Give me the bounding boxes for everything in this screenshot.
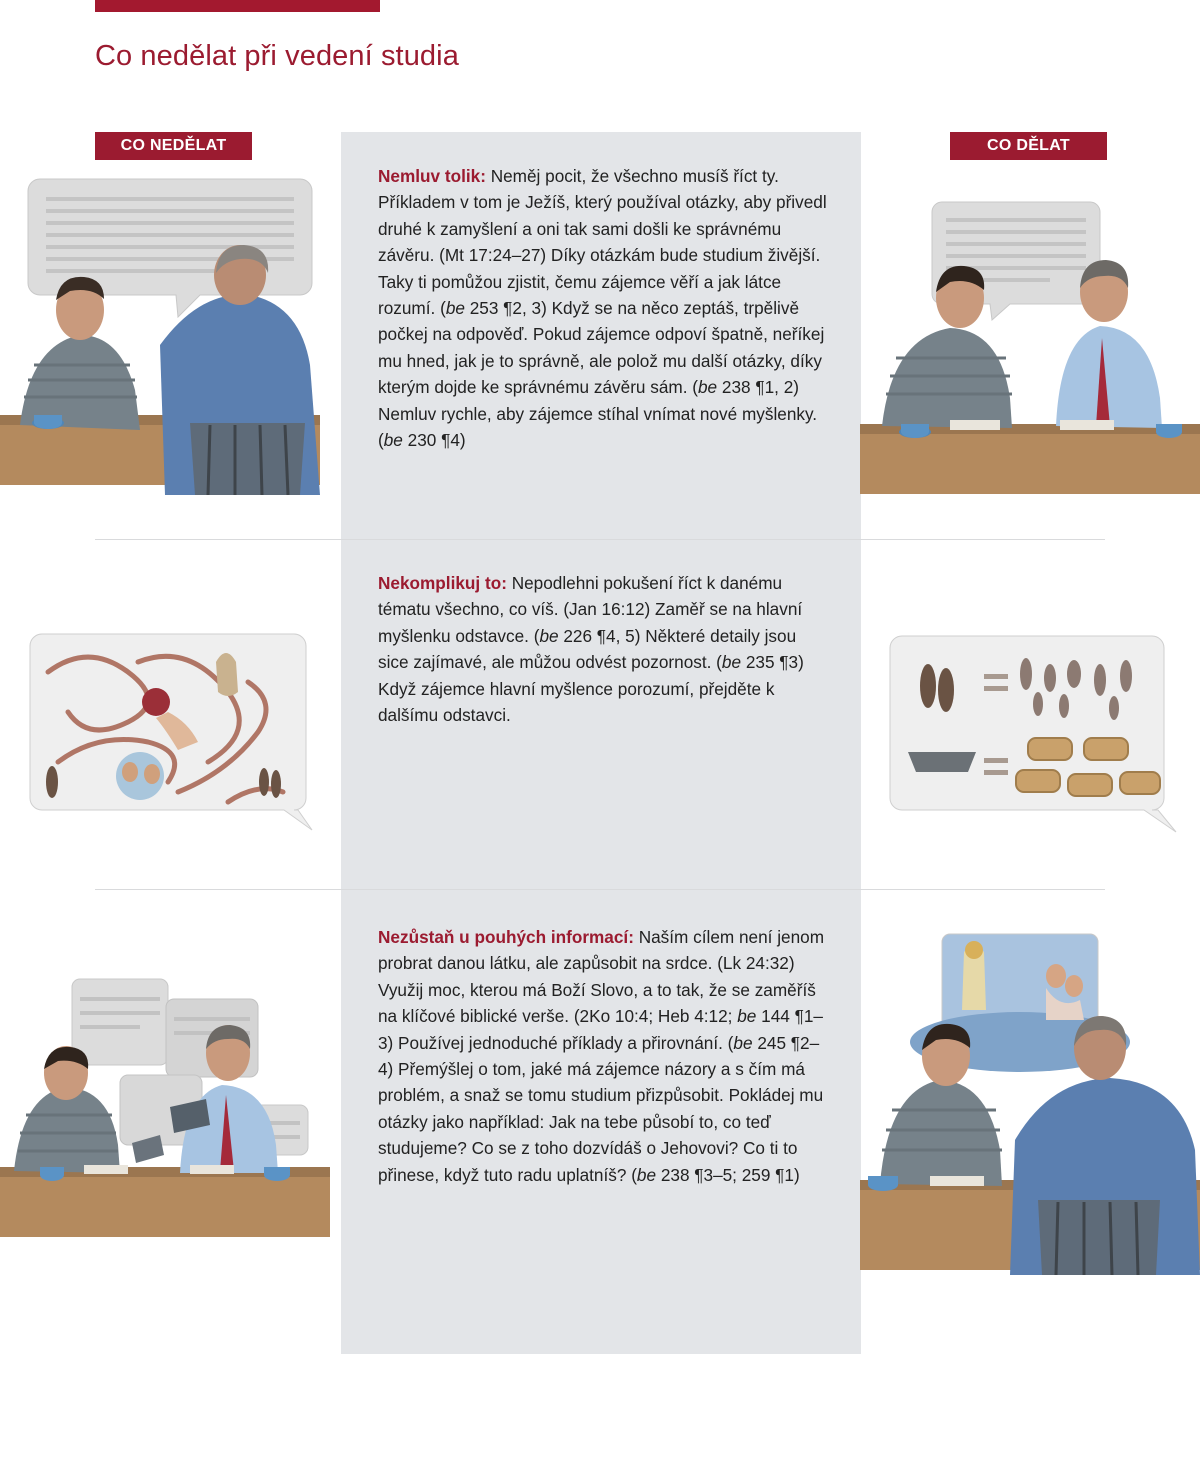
illustration-do-keep-simple xyxy=(888,634,1178,834)
label-do: CO DĚLAT xyxy=(950,132,1107,160)
illustration-dont-overcomplicate xyxy=(28,632,318,832)
illustration-dont-only-inform xyxy=(0,975,340,1245)
section-3-text: Nezůstaň u pouhých informací: Naším cílem není jenom probrat danou látku, ale zapůsobit na srdce. (Lk 24:32) Využij moc, kterou má Boží Slovo, a to tak, že se zaměříš na klíčové biblické verše. (2Ko 10:4; Heb 4:12; be 144 ¶1–3) Používej jednoduché příklady a přirovnání. (be 245 ¶2–4) Přemýšlej o tom, jaké má zájemce názory a s čím má problém, a snaž se tomu studium přizpůsobit. Pokládej mu otázky jako například: Jak na tebe působí to, co teď studujeme? Co se z toho dozvídáš o Jehovovi? Co ti to přinese, když tuto radu uplatníš? (be 238 ¶3–5; 259 ¶1) xyxy=(378,927,825,1185)
top-accent-bar xyxy=(95,0,380,12)
illustration-do-reach-heart xyxy=(860,930,1200,1275)
section-1-text: Nemluv tolik: Neměj pocit, že všechno musíš říct ty. Příkladem v tom je Ježíš, který používal otázky, aby přivedl druhé k zamyšlení a oni tak sami došli ke správnému závěru. (Mt 17:24–27) Díky otázkám bude studium živější. Taky ti pomůžou zjistit, čemu zájemce věří a jak látce rozumí. (be 253 ¶2, 3) Když se na něco zeptáš, trpělivě počkej na odpověď. Pokud zájemce odpoví špatně, neříkej mu hned, jak je to správně, ale polož mu další otázky, díky kterým dojde ke správnému závěru sám. (be 238 ¶1, 2) Nemluv rychle, aby zájemce stíhal vnímat nové myšlenky. (be 230 ¶4) xyxy=(378,166,827,451)
section-divider xyxy=(95,539,1105,540)
section-divider xyxy=(95,889,1105,890)
section-2-text: Nekomplikuj to: Nepodlehni pokušení říct k danému tématu všechno, co víš. (Jan 16:12) Zaměř se na hlavní myšlenku odstavce. (be 226 ¶4, 5) Některé detaily jsou sice zajímavé, ale můžou odvést pozornost. (be 235 ¶3) Když zájemce hlavní myšlence porozumí, přejděte k dalšímu odstavci. xyxy=(378,573,804,726)
section-2-lead: Nekomplikuj to: xyxy=(378,573,507,593)
section-1-lead: Nemluv tolik: xyxy=(378,166,486,186)
section-3-lead: Nezůstaň u pouhých informací: xyxy=(378,927,634,947)
illustration-dont-talk-too-much xyxy=(0,175,340,495)
page-title: Co nedělat při vedení studia xyxy=(95,40,459,72)
illustration-do-ask-questions xyxy=(860,198,1200,498)
label-dont: CO NEDĚLAT xyxy=(95,132,252,160)
